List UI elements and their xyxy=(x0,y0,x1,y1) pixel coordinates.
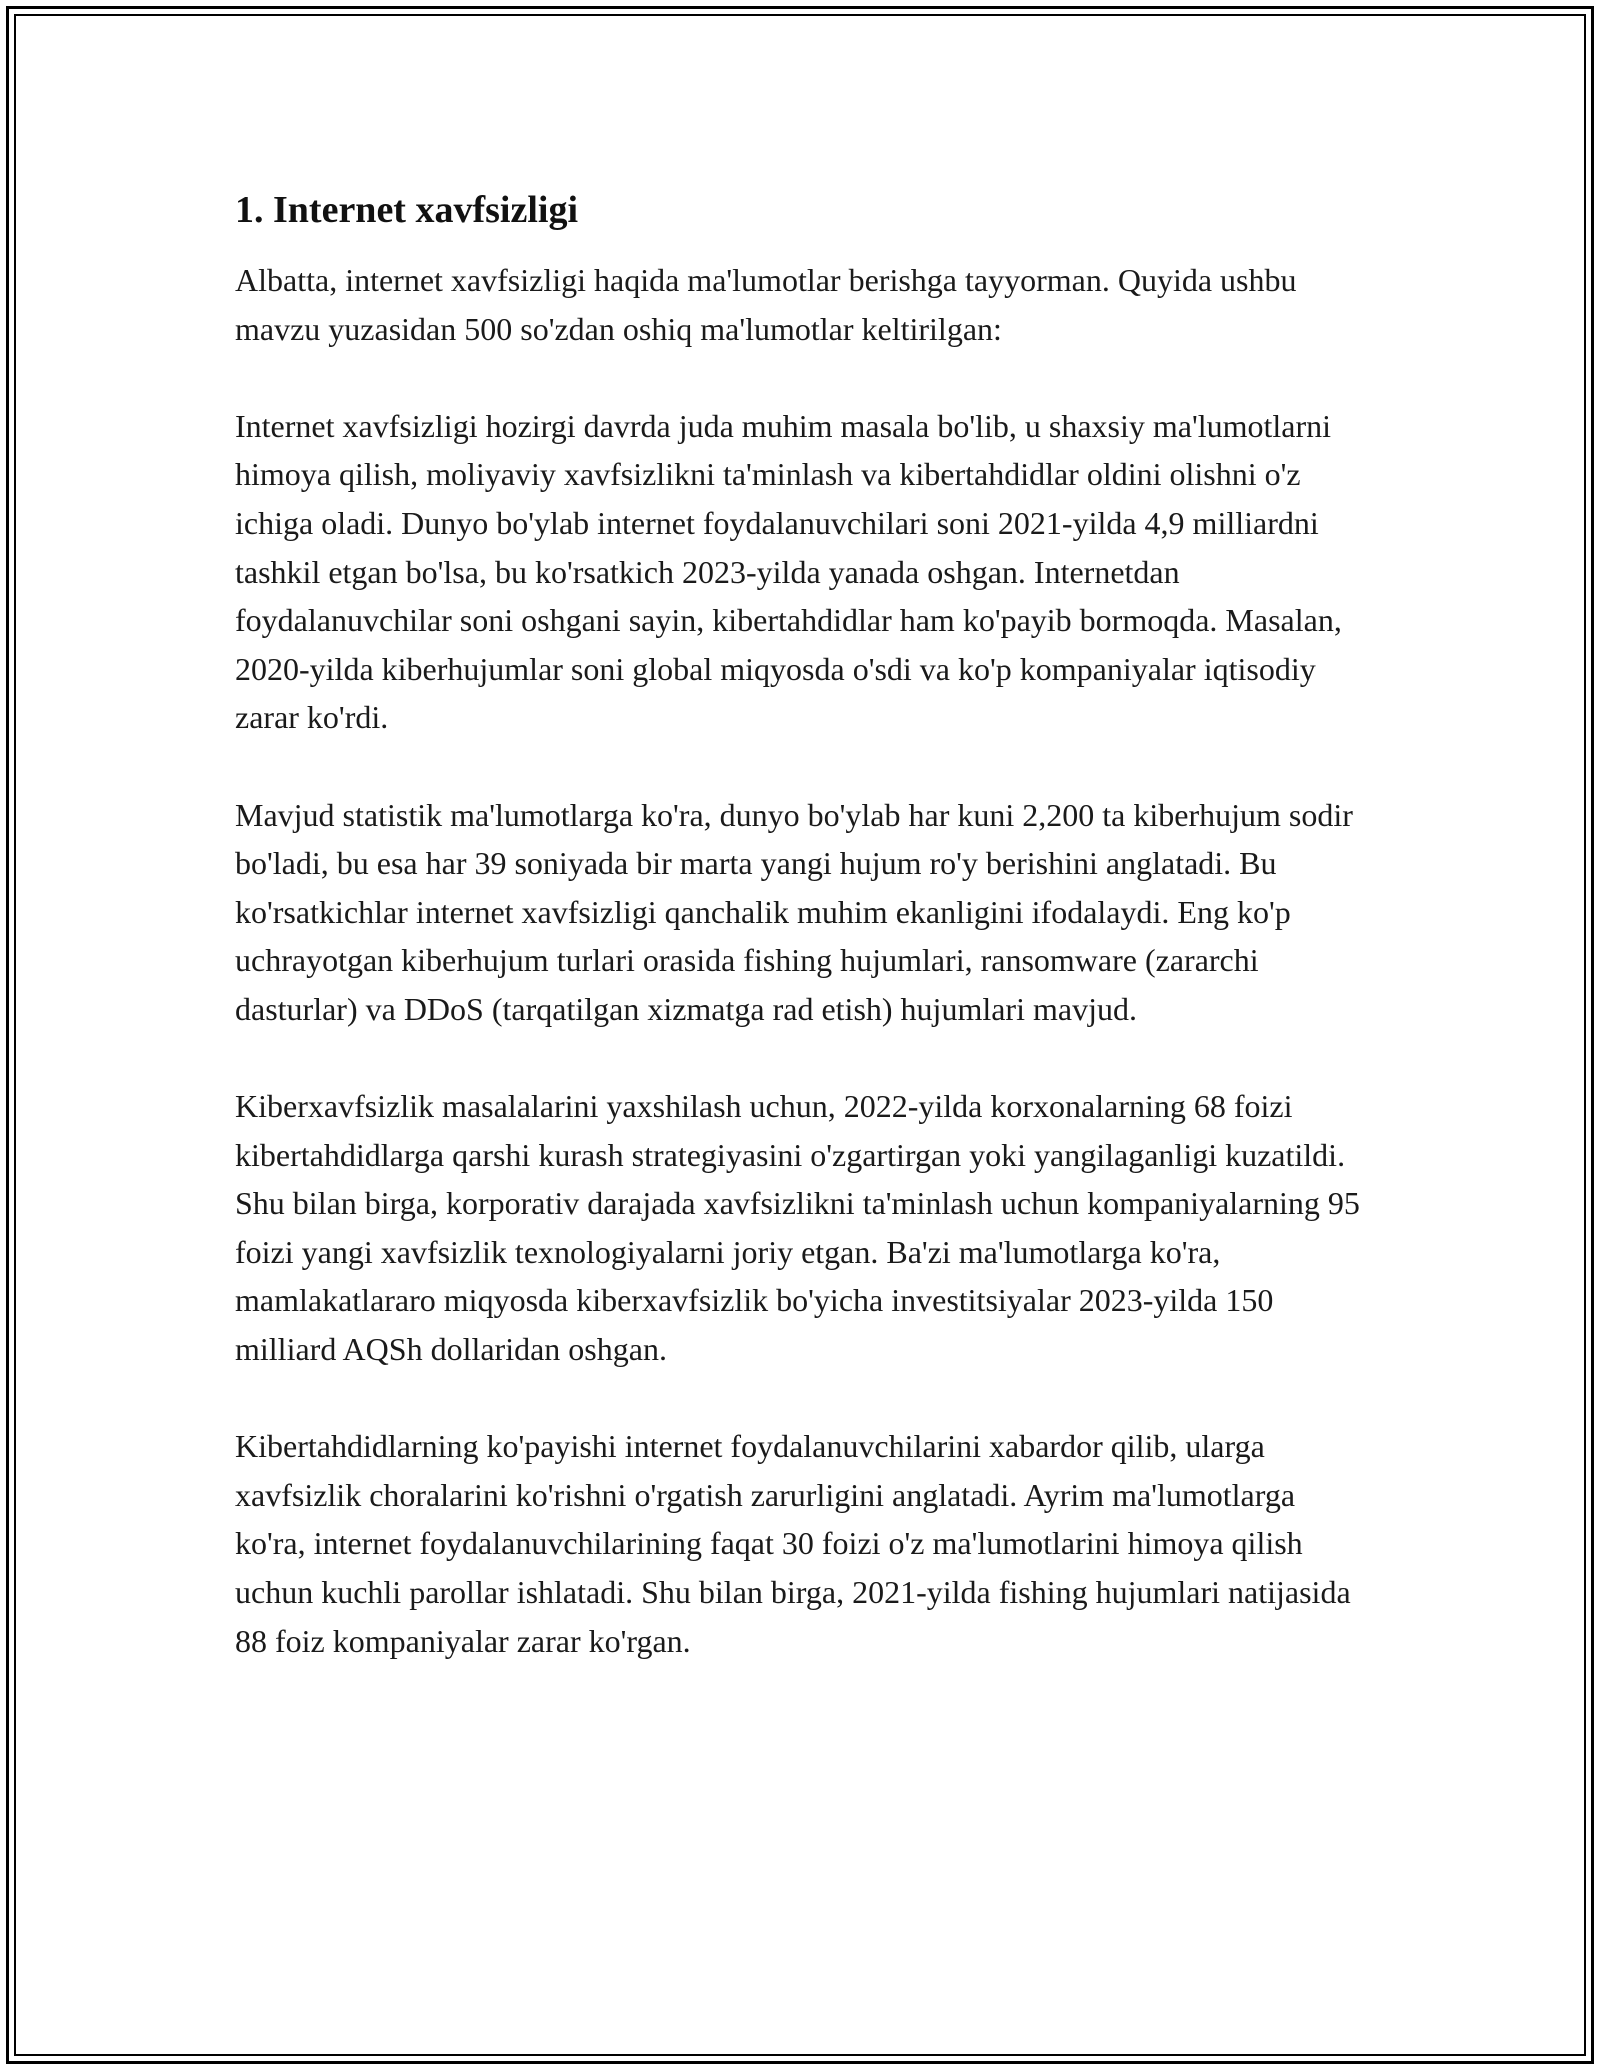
section-heading: 1. Internet xavfsizligi xyxy=(235,189,579,231)
paragraph-awareness: Kibertahdidlarning ko'payishi internet foydalanuvchilarini xabardor qilib, ularga xavfsizlik choralarini ko'rishni o'rgatish zarurligini anglatadi. Ayrim ma'lumotlarga ko'ra, internet foydalanuvchilarining faqat 30 foizi o'z ma'lumotlarini himoya qilish uchun kuchli parollar ishlatadi. Shu bilan birga, 2021-yilda fishing hujumlari natijasida 88 foiz kompaniyalar zarar ko'rgan. xyxy=(235,1428,1351,1659)
paragraph-strategies: Kiberxavfsizlik masalalarini yaxshilash uchun, 2022-yilda korxonalarning 68 foizi kibertahdidlarga qarshi kurash strategiyasini o'zgartirgan yoki yangilaganligi kuzatildi. Shu bilan birga, korporativ darajada xavfsizlikni ta'minlash uchun kompaniyalarning 95 foizi yangi xavfsizlik texnologiyalarni joriy etgan. Ba'zi ma'lumotlarga ko'ra, mamlakatlararo miqyosda kiberxavfsizlik bo'yicha investitsiyalar 2023-yilda 150 milliard AQSh dollaridan oshgan. xyxy=(235,1088,1360,1368)
paragraph-intro: Albatta, internet xavfsizligi haqida ma'lumotlar berishga tayyorman. Quyida ushbu mavzu yuzasidan 500 so'zdan oshiq ma'lumotlar keltirilgan: xyxy=(235,262,1297,347)
paragraph-statistics: Mavjud statistik ma'lumotlarga ko'ra, dunyo bo'ylab har kuni 2,200 ta kiberhujum sodir bo'ladi, bu esa har 39 soniyada bir marta yangi hujum ro'y berishini anglatadi. Bu ko'rsatkichlar internet xavfsizligi qanchalik muhim ekanligini ifodalaydi. Eng ko'p uchrayotgan kiberhujum turlari orasida fishing hujumlari, ransomware (zararchi dasturlar) va DDoS (tarqatilgan xizmatga rad etish) hujumlari mavjud. xyxy=(235,796,1353,1027)
document-body xyxy=(235,186,1365,1665)
paragraph-importance: Internet xavfsizligi hozirgi davrda juda muhim masala bo'lib, u shaxsiy ma'lumotlarni himoya qilish, moliyaviy xavfsizlikni ta'minlash va kibertahdidlar oldini olishni o'z ichiga oladi. Dunyo bo'ylab internet foydalanuvchilari soni 2021-yilda 4,9 milliardni tashkil etgan bo'lsa, bu ko'rsatkich 2023-yilda yanada oshgan. Internetdan foydalanuvchilar soni oshgani sayin, kibertahdidlar ham ko'payib bormoqda. Masalan, 2020-yilda kiberhujumlar soni global miqyosda o'sdi va ko'p kompaniyalar iqtisodiy zarar ko'rdi. xyxy=(235,407,1342,736)
